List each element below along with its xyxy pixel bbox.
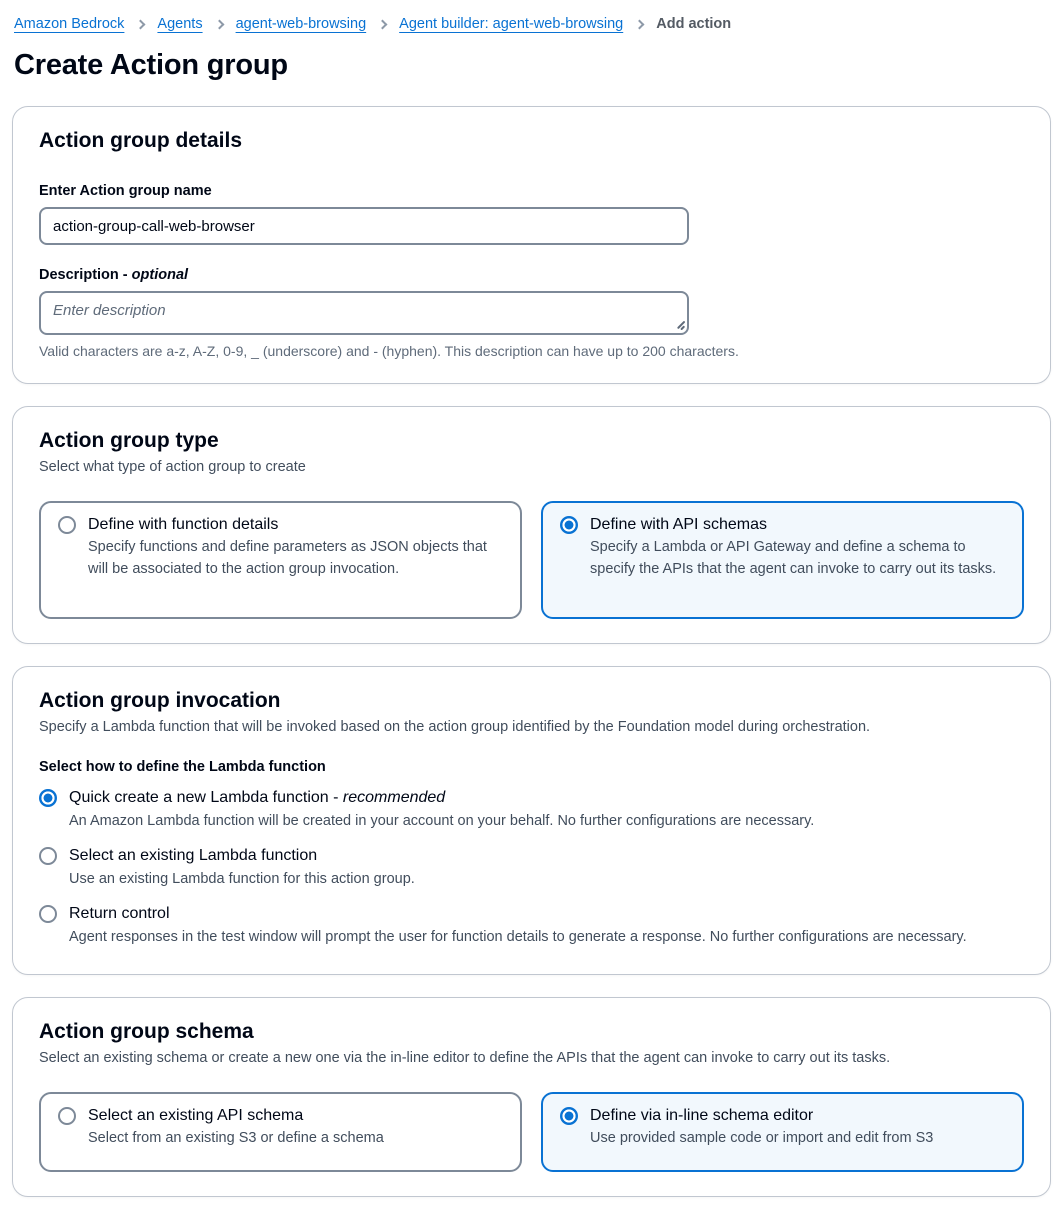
action-group-type-card xyxy=(12,406,1051,644)
radio-description: An Amazon Lambda function will be created in your account on your behalf. No further configurations are necessary. xyxy=(69,813,815,829)
tile-description: Use provided sample code or import and edit from S3 xyxy=(590,1130,934,1147)
action-group-invocation-card xyxy=(12,666,1051,975)
radio-label: Return control xyxy=(69,905,170,923)
radio-unselected-icon[interactable] xyxy=(39,847,57,865)
breadcrumb-current: Add action xyxy=(656,16,732,32)
radio-unselected-icon[interactable] xyxy=(58,516,76,534)
type-card-subtitle: Select what type of action group to create xyxy=(39,459,306,475)
details-card-title: Action group details xyxy=(39,129,243,152)
description-help-text: Valid characters are a-z, A-Z, 0-9, _ (underscore) and - (hyphen). This description can have up to 200 characters. xyxy=(39,343,739,359)
tile-title: Define with API schemas xyxy=(590,516,767,533)
radio-quick-create-lambda[interactable] xyxy=(39,789,1024,832)
invocation-card-subtitle: Specify a Lambda function that will be invoked based on the action group identified by the Foundation model during orchestration. xyxy=(39,719,871,735)
radio-label: Select an existing Lambda function xyxy=(69,847,318,865)
radio-selected-icon[interactable] xyxy=(39,789,57,807)
chevron-right-icon xyxy=(136,19,146,29)
chevron-right-icon xyxy=(635,19,645,29)
breadcrumb-link-agent-web-browsing[interactable]: agent-web-browsing xyxy=(235,16,367,32)
tile-inline-schema-editor[interactable] xyxy=(541,1092,1024,1172)
tile-description: Specify a Lambda or API Gateway and define a schema to specify the APIs that the agent can invoke to carry out its tasks. xyxy=(590,539,997,577)
optional-hint: optional xyxy=(131,267,189,283)
action-group-name-input[interactable] xyxy=(39,207,689,245)
radio-description: Use an existing Lambda function for this action group. xyxy=(69,871,415,888)
chevron-right-icon xyxy=(378,19,388,29)
tile-define-function-details[interactable] xyxy=(39,501,522,619)
tile-define-api-schemas[interactable] xyxy=(541,501,1024,619)
schema-tiles xyxy=(39,1092,1024,1172)
lambda-group-label: Select how to define the Lambda function xyxy=(39,759,326,775)
tile-existing-api-schema[interactable] xyxy=(39,1092,522,1172)
resize-handle-icon[interactable] xyxy=(676,320,686,330)
breadcrumb-link-agents[interactable]: Agents xyxy=(157,16,203,32)
schema-card-subtitle: Select an existing schema or create a new one via the in-line editor to define the APIs that the agent can invoke to carry out its tasks. xyxy=(39,1050,891,1067)
tile-description: Select from an existing S3 or define a schema xyxy=(88,1130,384,1147)
breadcrumb xyxy=(14,16,1051,32)
radio-existing-lambda[interactable] xyxy=(39,847,1024,890)
radio-return-control[interactable] xyxy=(39,905,1024,948)
type-card-title: Action group type xyxy=(39,429,219,452)
radio-description: Agent responses in the test window will prompt the user for function details to generate a response. No further configurations are necessary. xyxy=(69,929,967,946)
description-textarea[interactable] xyxy=(39,291,689,335)
radio-selected-icon[interactable] xyxy=(560,516,578,534)
name-field-label: Enter Action group name xyxy=(39,183,212,199)
action-group-details-card xyxy=(12,106,1051,384)
radio-label: Quick create a new Lambda function - recommended xyxy=(69,789,446,806)
chevron-right-icon xyxy=(214,19,224,29)
action-group-schema-card xyxy=(12,997,1051,1197)
breadcrumb-link-agent-builder[interactable]: Agent builder: agent-web-browsing xyxy=(399,16,624,32)
tile-description: Specify functions and define parameters as JSON objects that will be associated to the action group invocation. xyxy=(88,539,487,577)
tile-title: Select an existing API schema xyxy=(88,1107,304,1125)
type-tiles xyxy=(39,501,1024,619)
schema-card-title: Action group schema xyxy=(39,1020,254,1044)
page-title: Create Action group xyxy=(14,49,288,81)
tile-title: Define with function details xyxy=(88,516,279,533)
tile-title: Define via in-line schema editor xyxy=(590,1107,814,1125)
radio-unselected-icon[interactable] xyxy=(58,1107,76,1125)
breadcrumb-link-amazon-bedrock[interactable]: Amazon Bedrock xyxy=(14,16,125,32)
description-field-label: Description - optional xyxy=(39,267,189,283)
radio-selected-icon[interactable] xyxy=(560,1107,578,1125)
radio-unselected-icon[interactable] xyxy=(39,905,57,923)
invocation-card-title: Action group invocation xyxy=(39,689,281,712)
